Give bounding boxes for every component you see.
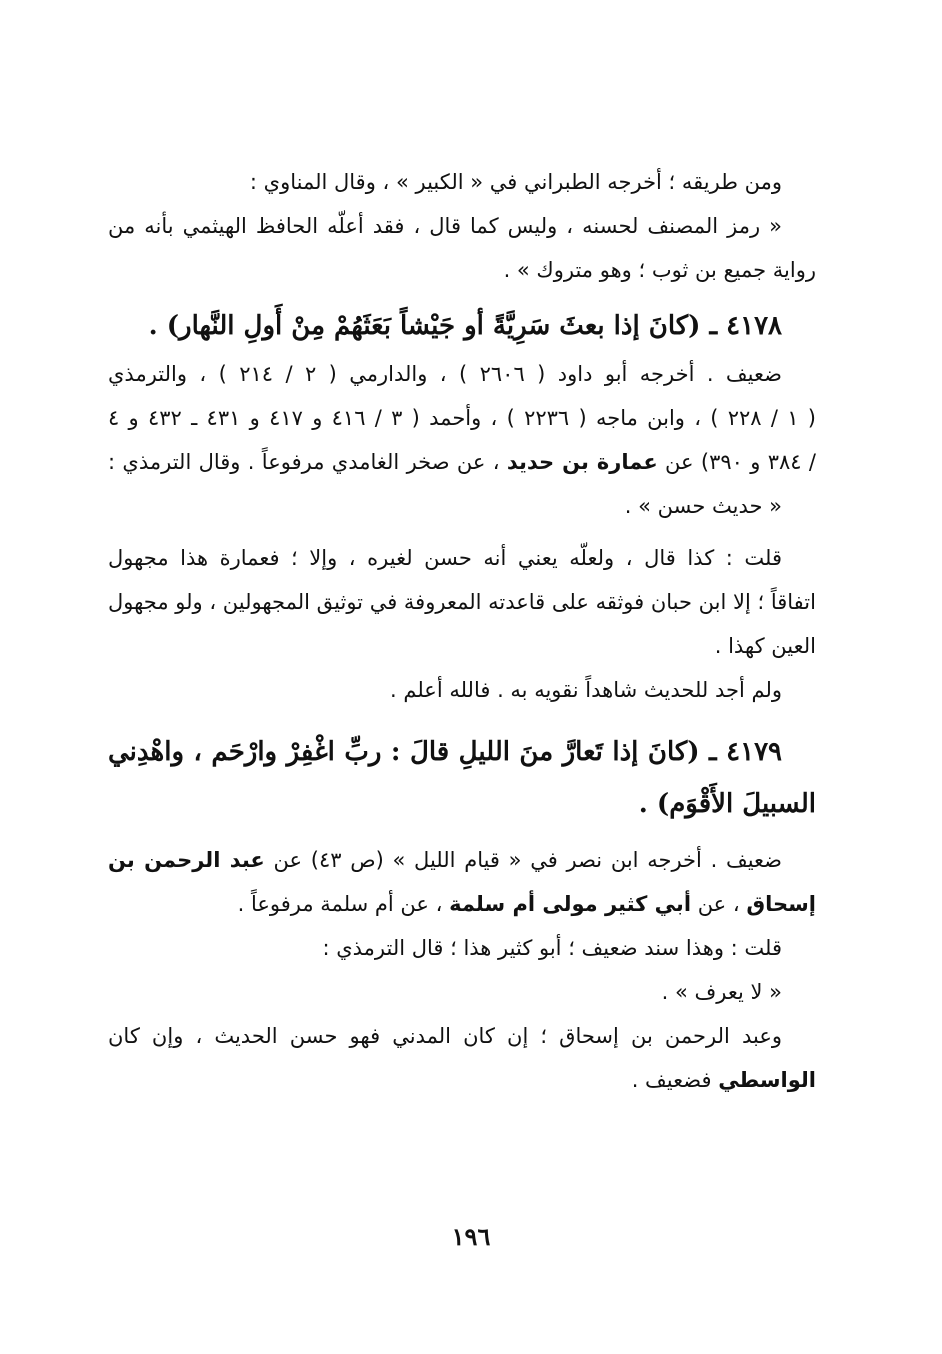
text-line: اتفاقاً ؛ إلا ابن حبان فوثقه على قاعدته المعروفة في توثيق المجهولين ، ولو مجهول [108, 590, 816, 614]
text-line: ومن طريقه ؛ أخرجه الطبراني في « الكبير » ، وقال المناوي : [249, 170, 782, 194]
text-line: وعبد الرحمن بن إسحاق ؛ إن كان المدني فهو حسن الحديث ، وإن كان [108, 1024, 782, 1048]
narrator-name: إسحاق [746, 892, 816, 916]
hadith-heading: ٤١٧٩ ـ (كانَ إذا تَعارَّ منَ الليلِ قالَ : ربِّ اغْفِرْ وارْحَم ، واهْدِني [108, 737, 782, 767]
narrator-name: عمارة بن حديد [506, 450, 658, 474]
quote-line: « حديث حسن » . [624, 494, 782, 518]
paragraph-tabarani-source [108, 160, 816, 292]
text-segment: ، عن صخر الغامدي مرفوعاً . وقال الترمذي : [108, 450, 507, 474]
narrator-name: الواسطي [718, 1068, 816, 1092]
text-line: ضعيف . أخرجه أبو داود ( ٢٦٠٦ ) ، والدارمي ( ٢ / ٢١٤ ) ، والترمذي [108, 362, 782, 386]
narrator-name: عبد الرحمن بن [108, 848, 265, 872]
text-segment: ، عن أم سلمة مرفوعاً . [237, 892, 450, 916]
text-segment: فضعيف . [631, 1068, 719, 1092]
page-body [108, 160, 816, 1102]
hadith-heading: ٤١٧٨ ـ (كانَ إذا بعثَ سَرِيَّةً أو جَيْشاً بَعَثَهُمْ مِنْ أَولِ النَّهار) . [148, 311, 782, 341]
text-line: العين كهذا . [714, 634, 816, 658]
text-line: رواية جميع بن ثوب ؛ وهو متروك » . [503, 258, 816, 282]
text-segment: ، عن [691, 892, 747, 916]
text-segment: / ٣٨٤ و ٣٩٠) عن [657, 450, 817, 474]
text-line: « رمز المصنف لحسنه ، وليس كما قال ، فقد أعلّه الحافظ الهيثمي بأنه من [108, 214, 782, 238]
hadith-heading-continued: السبيلَ الأَقْوَم) . [638, 789, 816, 819]
quote-line: « لا يعرف » . [661, 980, 782, 1004]
hadith-4178 [108, 300, 816, 712]
text-line: ولم أجد للحديث شاهداً نقويه به . فالله أعلم . [390, 678, 782, 702]
text-line: قلت : وهذا سند ضعيف ؛ أبو كثير هذا ؛ قال الترمذي : [322, 936, 782, 960]
text-line [108, 440, 816, 484]
hadith-4179 [108, 726, 816, 1102]
text-line: ( ١ / ٢٢٨ ) ، وابن ماجه ( ٢٢٣٦ ) ، وأحمد ( ٣ / ٤١٦ و ٤١٧ و ٤٣١ ـ ٤٣٢ و ٤ [108, 406, 816, 430]
text-line [108, 838, 816, 882]
text-line [108, 1058, 816, 1102]
text-segment: ضعيف . أخرجه ابن نصر في « قيام الليل » (ص ٤٣) عن [264, 848, 783, 872]
narrator-name: أبي كثير مولى أم سلمة [449, 892, 692, 916]
text-line [108, 882, 816, 926]
page-number: ١٩٦ [451, 1222, 491, 1251]
text-line: قلت : كذا قال ، ولعلّه يعني أنه حسن لغيره ، وإلا ؛ فعمارة هذا مجهول [108, 546, 782, 570]
